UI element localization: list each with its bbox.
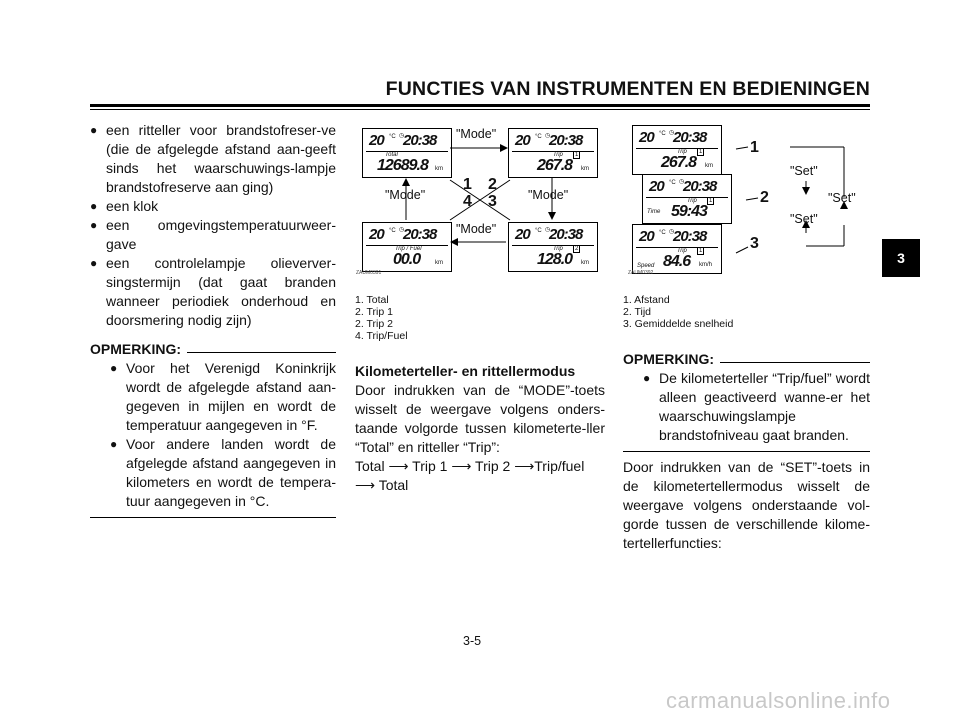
list-item: ● een klok — [90, 197, 336, 216]
callout-number: 4 — [463, 193, 472, 210]
callout-number: 2 — [488, 176, 497, 193]
callout-number: 3 — [488, 193, 497, 210]
legend-item: 1. Afstand — [623, 294, 670, 306]
page-number: 3-5 — [463, 634, 482, 648]
lcd-display-trip1: 20 °C ◷ 20:38 Trip 1 267.8 km — [508, 128, 598, 178]
lcd-display-speed: 20 °C ◷ 20:38 Trip 1 Speed 84.6 km/h — [632, 224, 722, 274]
page-header: FUNCTIES VAN INSTRUMENTEN EN BEDIENINGEN — [385, 78, 870, 100]
figure2-legend — [623, 294, 733, 330]
left-column — [90, 121, 336, 518]
figure-code: ZAUM0392 — [628, 270, 654, 276]
set-label: "Set" — [828, 191, 856, 205]
list-item: ● een controlelampje olieverver-singstermijn (dat gaat branden wanneer periodiek onderhoud en doorsmering nodig zijn) — [90, 254, 336, 330]
watermark[interactable]: carmanualsonline.info — [666, 688, 891, 713]
legend-item: 3. Gemiddelde snelheid — [623, 318, 734, 330]
list-item: ● een omgevingstemperatuurweer-gave — [90, 216, 336, 254]
legend-item: 2. Tijd — [623, 306, 652, 318]
legend-item: 4. Trip/Fuel — [355, 330, 408, 342]
note-end-rule — [90, 517, 336, 518]
lcd-display-total: 20 °C ◷ 20:38 Total 12689.8 km — [362, 128, 452, 178]
note-heading: OPMERKING: — [90, 340, 336, 359]
callout-number: 1 — [750, 139, 759, 156]
sequence-text: Total ⟶ Trip 1 ⟶ Trip 2 ⟶Trip/fuel ⟶ Total — [355, 458, 585, 493]
lcd-display-trip-fuel: 20 °C ◷ 20:38 Trip / Fuel 00.0 km — [362, 222, 452, 272]
figure-code: ZAUM0391 — [356, 270, 382, 276]
chapter-tab[interactable]: 3 — [882, 239, 920, 277]
note-item: ● De kilometerteller “Trip/fuel” wordt alleen geactiveerd wanne-er het waarschuwingslampje brandstofniveau gaat branden. — [643, 369, 870, 445]
note-body — [90, 359, 336, 511]
lcd-display-distance: 20 °C ◷ 20:38 Trip 1 267.8 km — [632, 125, 722, 175]
note-item: ● Voor andere landen wordt de afgelegde afstand aangegeven in kilometers en wordt de tempera-tuur aangegeven in °C. — [110, 435, 336, 511]
header-rule — [90, 104, 870, 107]
note-end-rule — [623, 451, 870, 452]
legend-item: 2. Trip 2 — [355, 318, 393, 330]
mode-label: "Mode" — [528, 188, 569, 202]
header-rule-thin — [90, 109, 870, 110]
lcd-display-trip2: 20 °C ◷ 20:38 Trip 2 128.0 km — [508, 222, 598, 272]
lcd-display-time: 20 °C ◷ 20:38 Trip 1 Time 59:43 — [642, 174, 732, 224]
set-label: "Set" — [790, 212, 818, 226]
list-item: ● een ritteller voor brandstofreser-ve (die de afgelegde afstand aan-geeft sinds het waarschuwings-lampje brandstofreserve aan ging) — [90, 121, 336, 197]
mode-label: "Mode" — [456, 127, 497, 141]
callout-number: 1 — [463, 176, 472, 193]
paragraph: Door indrukken van de “SET”-toets in de kilometertellermodus wisselt de weergave volgens onderstaande vol-gorde tussen de verschillende kilome-tertellerfuncties: — [623, 459, 870, 551]
note-body — [623, 369, 870, 445]
note-item: ● Voor het Verenigd Koninkrijk wordt de afgelegde afstand aan-gegeven in mijlen en wordt de temperatuur aangegeven in °F. — [110, 359, 336, 435]
mode-label: "Mode" — [385, 188, 426, 202]
section-heading: Kilometerteller- en rittellermodus — [355, 363, 576, 379]
middle-column — [355, 362, 605, 495]
figure1-legend — [355, 294, 408, 342]
callout-number: 2 — [760, 189, 769, 206]
note-heading: OPMERKING: — [623, 350, 870, 369]
legend-item: 2. Trip 1 — [355, 306, 393, 318]
callout-number: 3 — [750, 235, 759, 252]
mode-label: "Mode" — [456, 222, 497, 236]
paragraph: Door indrukken van de “MODE”-toets wisselt de weergave volgens onders-taande volgorde tussen kilometerte-ller “Total” en ritteller “Trip”: — [355, 382, 605, 455]
set-label: "Set" — [790, 164, 818, 178]
legend-item: 1. Total — [355, 294, 389, 306]
right-column — [623, 342, 870, 553]
